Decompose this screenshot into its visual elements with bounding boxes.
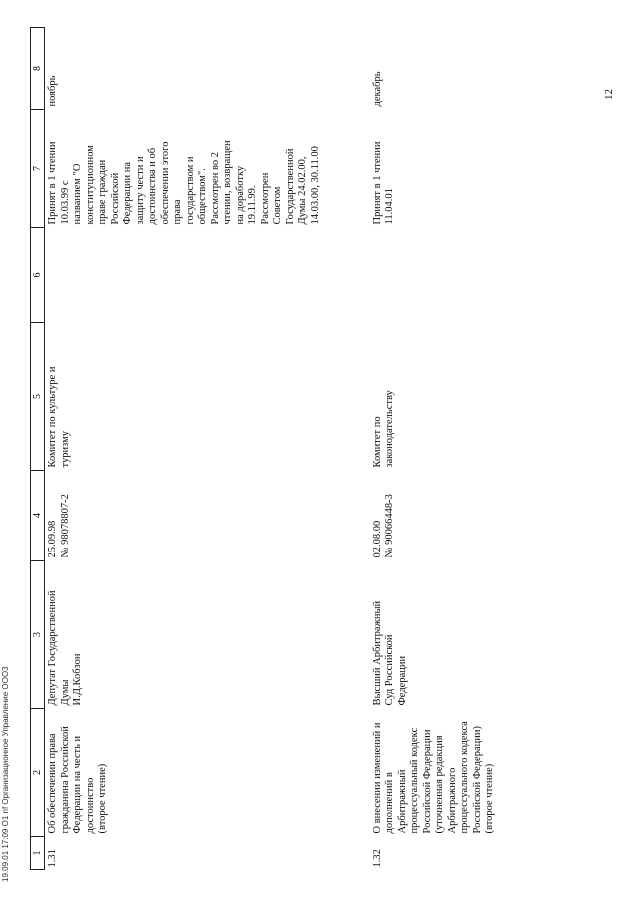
bill-author: Депутат Государственной Думы И.Д.Кобзон [47,590,83,706]
bill-status: Принят в 1 чтении 11.04.01 [371,141,395,225]
fax-header-footer: 19.09.01 17:09 О1 nf Организационное Управление ООО3 [1,666,10,882]
column-6-cell [45,228,370,323]
responsible-committee: Комитет по законодательству [371,390,395,468]
table-row [45,28,370,870]
planned-term: ноябрь [47,75,58,107]
registration-date: 02.08.00 № 90066448-3 [371,494,395,558]
rotated-content [0,20,620,890]
column-6-cell [370,228,497,323]
column-header: 7 [31,110,45,228]
legislation-table [30,27,497,870]
column-header: 5 [31,323,45,471]
bill-author: Высший Арбитражный Суд Российской Федерации [371,600,408,706]
column-header: 4 [31,471,45,561]
column-header: 1 [31,837,45,870]
planned-term: декабрь [371,71,383,107]
row-number: 1.31 [47,849,58,868]
table-row [370,28,497,870]
column-header: 2 [31,709,45,837]
column-header: 8 [31,28,45,110]
responsible-committee: Комитет по культуре и туризму [47,366,71,468]
registration-date: 25.09.98 № 98078807-2 [47,494,71,558]
page-number: 12 [603,89,615,100]
column-header: 6 [31,228,45,323]
column-header-row [31,28,45,870]
bill-status: Принят в 1 чтении 10.03.99 с названием "О конституционном праве граждан Российской Федерации на защиту чести и достоинства и об обеспечении этого права государством и обществом". Рассмотрен во 2 чтении, возвращен на доработку 19.11.99. Рассмотрен Советом Государственной Думы 24.02.00, 14.03.00, 30.11.00 [47,140,321,225]
row-number: 1.32 [371,849,383,868]
column-header: 3 [31,561,45,709]
bill-title: Об обеспечении права гражданина Российской Федерации на честь и достоинство (второе чтение) [47,726,108,834]
bill-title: О внесении изменений и дополнений в Арбитражный процессуальный кодекс Российской Федерации (уточненная редакция Арбитражного процессуального кодекса Российской Федерации) (второе чтение) [371,721,495,834]
